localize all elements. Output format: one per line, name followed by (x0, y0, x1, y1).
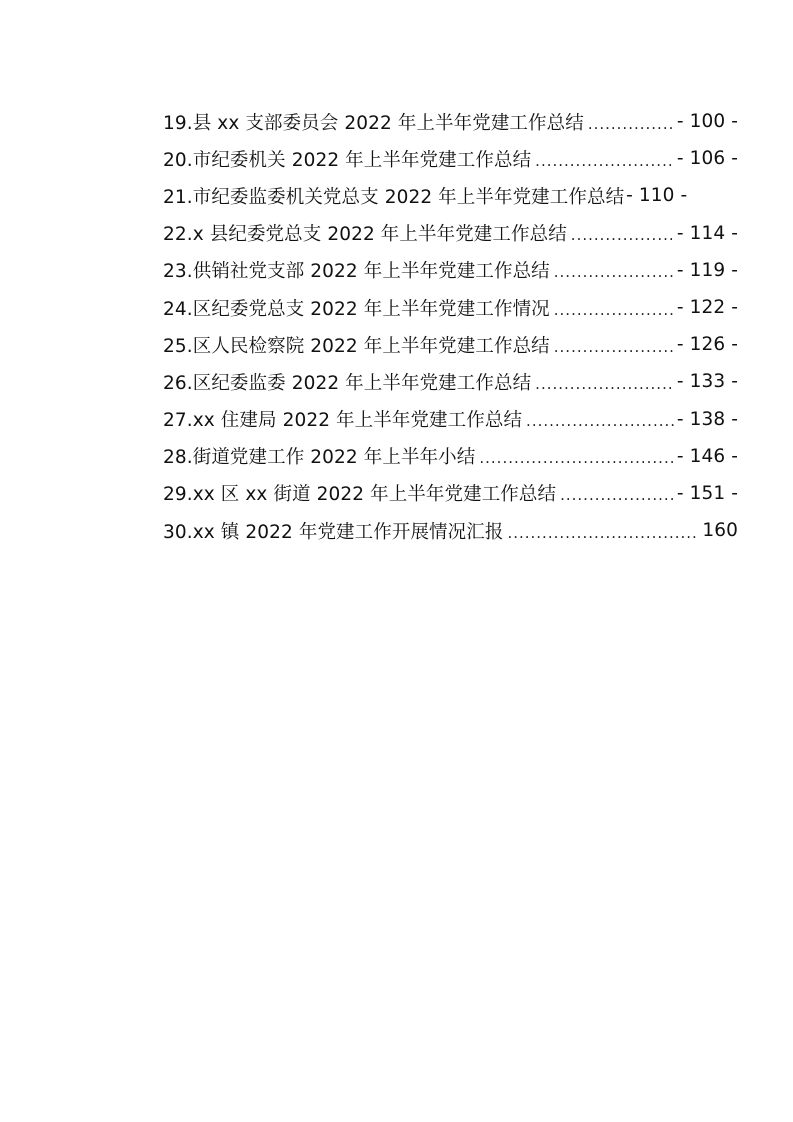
toc-entry[interactable] (163, 140, 738, 177)
toc-entry-page-number: 160 (702, 520, 738, 542)
toc-entry-page-number: - 138 - (676, 408, 738, 430)
toc-dot-leader (554, 263, 674, 281)
toc-dot-leader (535, 152, 674, 170)
toc-entry-page-number: - 126 - (676, 334, 738, 356)
toc-entry-page-number: - 114 - (676, 222, 738, 244)
toc-dot-leader (479, 449, 674, 467)
toc-entry-title: 27.xx 住建局 2022 年上半年党建工作总结 (163, 410, 523, 432)
toc-dot-leader (571, 226, 674, 244)
toc-dot-leader (526, 412, 674, 430)
toc-entry-page-number: - 146 - (676, 445, 738, 467)
toc-entry[interactable] (163, 252, 738, 289)
toc-entry-page-number: - 119 - (676, 259, 738, 281)
toc-dot-leader (507, 524, 699, 542)
toc-entry[interactable] (163, 215, 738, 252)
toc-entry-title: 26.区纪委监委 2022 年上半年党建工作总结 (163, 372, 532, 394)
toc-entry[interactable] (163, 326, 738, 363)
toc-entry[interactable] (163, 475, 738, 512)
toc-entry[interactable] (163, 177, 738, 214)
toc-dot-leader (588, 115, 674, 133)
toc-entry-page-number: - 122 - (676, 297, 738, 319)
toc-entry-page-number: - 100 - (676, 111, 738, 133)
toc-entry-title: 29.xx 区 xx 街道 2022 年上半年党建工作总结 (163, 484, 557, 506)
toc-entry[interactable] (163, 363, 738, 400)
toc-entry[interactable] (163, 438, 738, 475)
toc-entry-page-number: - 133 - (676, 371, 738, 393)
toc-dot-leader (535, 375, 674, 393)
toc-entry[interactable] (163, 401, 738, 438)
toc-dot-leader (554, 301, 674, 319)
toc-entry[interactable] (163, 103, 738, 140)
toc-entry[interactable] (163, 289, 738, 326)
toc-entry-page-number: - 110 - (626, 185, 688, 207)
toc-entry-title: 19.县 xx 支部委员会 2022 年上半年党建工作总结 (163, 112, 584, 134)
toc-entry-title: 24.区纪委党总支 2022 年上半年党建工作情况 (163, 298, 550, 320)
toc-entry-page-number: - 151 - (676, 482, 738, 504)
toc-entry-title: 25.区人民检察院 2022 年上半年党建工作总结 (163, 335, 550, 357)
toc-entry-page-number: - 106 - (676, 148, 738, 170)
toc-dot-leader (554, 338, 674, 356)
table-of-contents (163, 103, 738, 549)
toc-entry-title: 30.xx 镇 2022 年党建工作开展情况汇报 (163, 521, 504, 543)
toc-entry-title: 20.市纪委机关 2022 年上半年党建工作总结 (163, 149, 532, 171)
toc-dot-leader (560, 486, 674, 504)
toc-entry-title: 28.街道党建工作 2022 年上半年小结 (163, 447, 476, 469)
toc-entry[interactable] (163, 512, 738, 549)
toc-entry-title: 22.x 县纪委党总支 2022 年上半年党建工作总结 (163, 224, 567, 246)
toc-entry-title: 21.市纪委监委机关党总支 2022 年上半年党建工作总结 (163, 186, 625, 208)
toc-entry-title: 23.供销社党支部 2022 年上半年党建工作总结 (163, 261, 550, 283)
